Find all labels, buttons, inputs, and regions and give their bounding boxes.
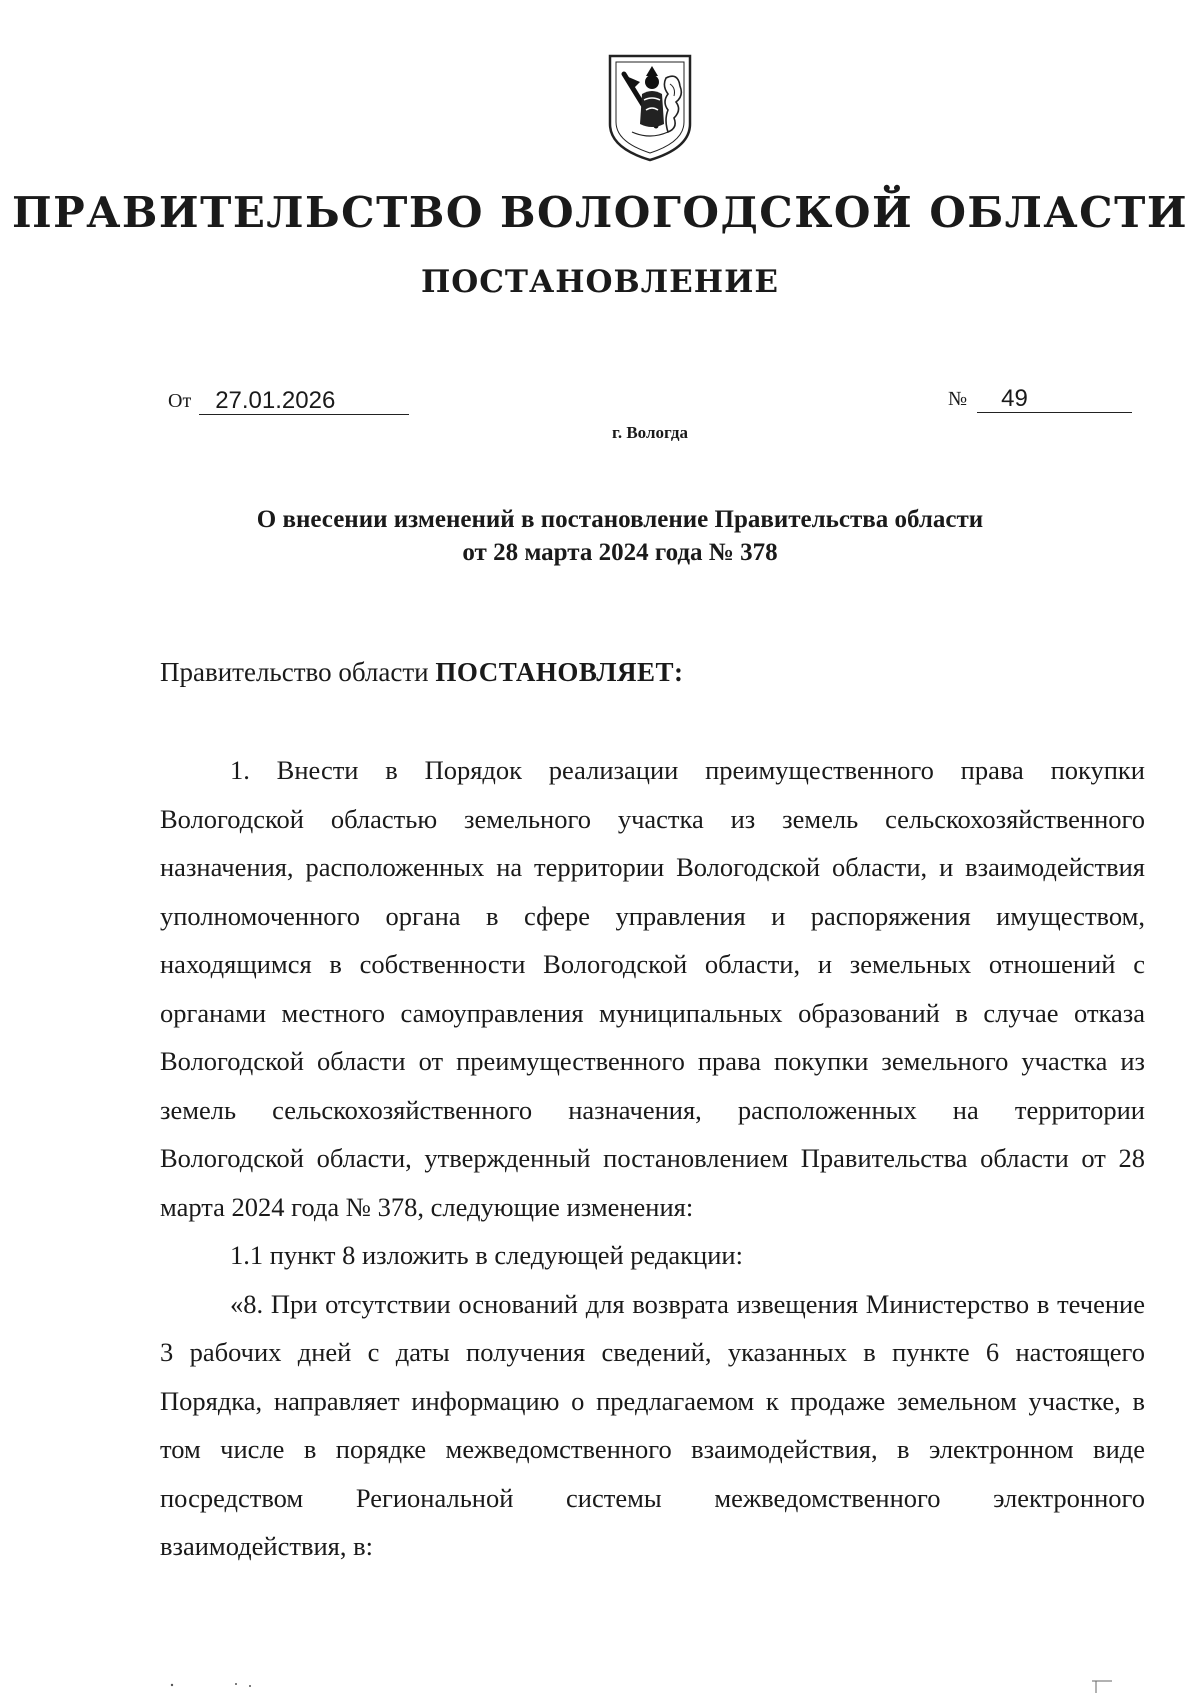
document-date: 27.01.2026 bbox=[199, 388, 409, 415]
document-body bbox=[160, 746, 1145, 1571]
number-prefix: № bbox=[948, 388, 968, 410]
vologda-coat-of-arms-icon bbox=[606, 52, 694, 164]
scan-artifacts bbox=[0, 1675, 1200, 1695]
date-prefix: От bbox=[168, 390, 192, 412]
subject-line-1: О внесении изменений в постановление Правительства области bbox=[256, 506, 984, 533]
organization-title: ПРАВИТЕЛЬСТВО ВОЛОГОДСКОЙ ОБЛАСТИ bbox=[11, 188, 1189, 237]
preamble-emphasis: ПОСТАНОВЛЯЕТ: bbox=[435, 657, 684, 687]
document-number: 49 bbox=[977, 386, 1132, 413]
city-label: г. Вологда bbox=[612, 423, 688, 442]
paragraph: 1. Внести в Порядок реализации преимущественного права покупки Вологодской областью земельного участка из земель сельскохозяйственного назначения, расположенных на территории Вологодской области, и взаимодействия уполномоченного органа в сфере управления и распоряжения имуществом, находящимся в собственности Вологодской области, и земельных отношений с органами местного самоуправления муниципальных образований в случае отказа Вологодской области от преимущественного права покупки земельного участка из земель сельскохозяйственного назначения, расположенных на территории Вологодской области, утвержденный постановлением Правительства области от 28 марта 2024 года № 378, следующие изменения: bbox=[160, 755, 1145, 1222]
preamble bbox=[160, 657, 683, 688]
subject-line-2: от 28 марта 2024 года № 378 bbox=[462, 539, 778, 566]
document-type: ПОСТАНОВЛЕНИЕ bbox=[420, 264, 779, 300]
preamble-text: Правительство области bbox=[160, 657, 436, 687]
document-number-field bbox=[948, 386, 1132, 413]
document-subject bbox=[160, 503, 1080, 569]
paragraph: «8. При отсутствии оснований для возврата извещения Министерство в течение 3 рабочих дней с даты получения сведений, указанных в пункте 6 настоящего Порядка, направляет информацию о предлагаемом к продаже земельном участке, в том числе в порядке межведомственного взаимодействия, в электронном виде посредством Региональной системы межведомственного электронного взаимодействия, в: bbox=[160, 1288, 1145, 1561]
document-date-field bbox=[168, 388, 409, 415]
paragraph: 1.1 пункт 8 изложить в следующей редакции: bbox=[230, 1240, 743, 1270]
